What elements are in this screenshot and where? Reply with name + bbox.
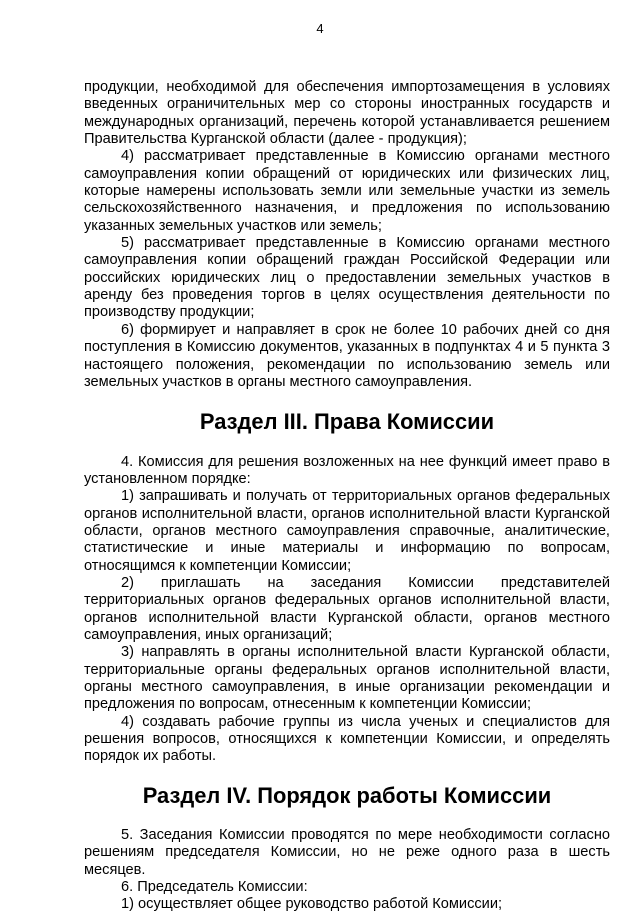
page-number: 4 [316,21,324,36]
paragraph-right-3: 3) направлять в органы исполнительной власти Курганской области, территориальные органы федеральных органов исполнительной власти, органы местного самоуправления, в иные организации рекомендации и предложения по вопросам, отнесенным к компетенции Комиссии; [84,644,610,713]
paragraph-clause-5: 5. Заседания Комиссии проводятся по мере необходимости согласно решениям председателя Комиссии, но не реже одного раза в шесть месяцев. [84,827,610,878]
paragraph-item-4: 4) рассматривает представленные в Комиссию органами местного самоуправления копии обращений от юридических или физических лиц, которые намерены использовать земли или земельные участки из земель сельскохозяйственного назначения, и предложения по использованию указанных земельных участков или земель; [84,148,610,234]
paragraph-right-2: 2) приглашать на заседания Комиссии представителей территориальных органов федеральных органов исполнительной власти, органов исполнительной власти Курганской области, органов местного самоуправления, иных организаций; [84,574,610,643]
paragraph-right-1: 1) запрашивать и получать от территориальных органов федеральных органов исполнительной власти, органов исполнительной власти Курганской области, органов местного самоуправления справочные, аналитические, статистические и иные материалы и информацию по вопросам, относящимся к компетенции Комиссии; [84,488,610,574]
paragraph-item-6: 6) формирует и направляет в срок не более 10 рабочих дней со дня поступления в Комиссию документов, указанных в подпунктах 4 и 5 пункта 3 настоящего положения, рекомендации по использованию земель или земельных участков в органы местного самоуправления. [84,321,610,390]
document-body [84,79,610,914]
paragraph-clause-4: 4. Комиссия для решения возложенных на нее функций имеет право в установленном порядке: [84,453,610,487]
paragraph-chair-duty-1: 1) осуществляет общее руководство работой Комиссии; [121,896,503,913]
paragraph-continuation: продукции, необходимой для обеспечения импортозамещения в условиях введенных ограничительных мер со стороны иностранных государств и международных организаций, перечень которой устанавливается решением Правительства Курганской области (далее - продукция); [84,79,610,148]
paragraph-right-4: 4) создавать рабочие группы из числа ученых и специалистов для решения вопросов, относящихся к компетенции Комиссии, и определять порядок их работы. [84,713,610,765]
section-4-heading: Раздел IV. Порядок работы Комиссии [142,782,552,808]
paragraph-clause-6: 6. Председатель Комиссии: [121,879,308,896]
section-3-heading: Раздел III. Права Комиссии [199,409,495,435]
paragraph-item-5: 5) рассматривает представленные в Комиссию органами местного самоуправления копии обращений граждан Российской Федерации или российских юридических лиц о предоставлении земельных участков в аренду без проведения торгов в целях осуществления деятельности по производству продукции; [84,235,610,321]
